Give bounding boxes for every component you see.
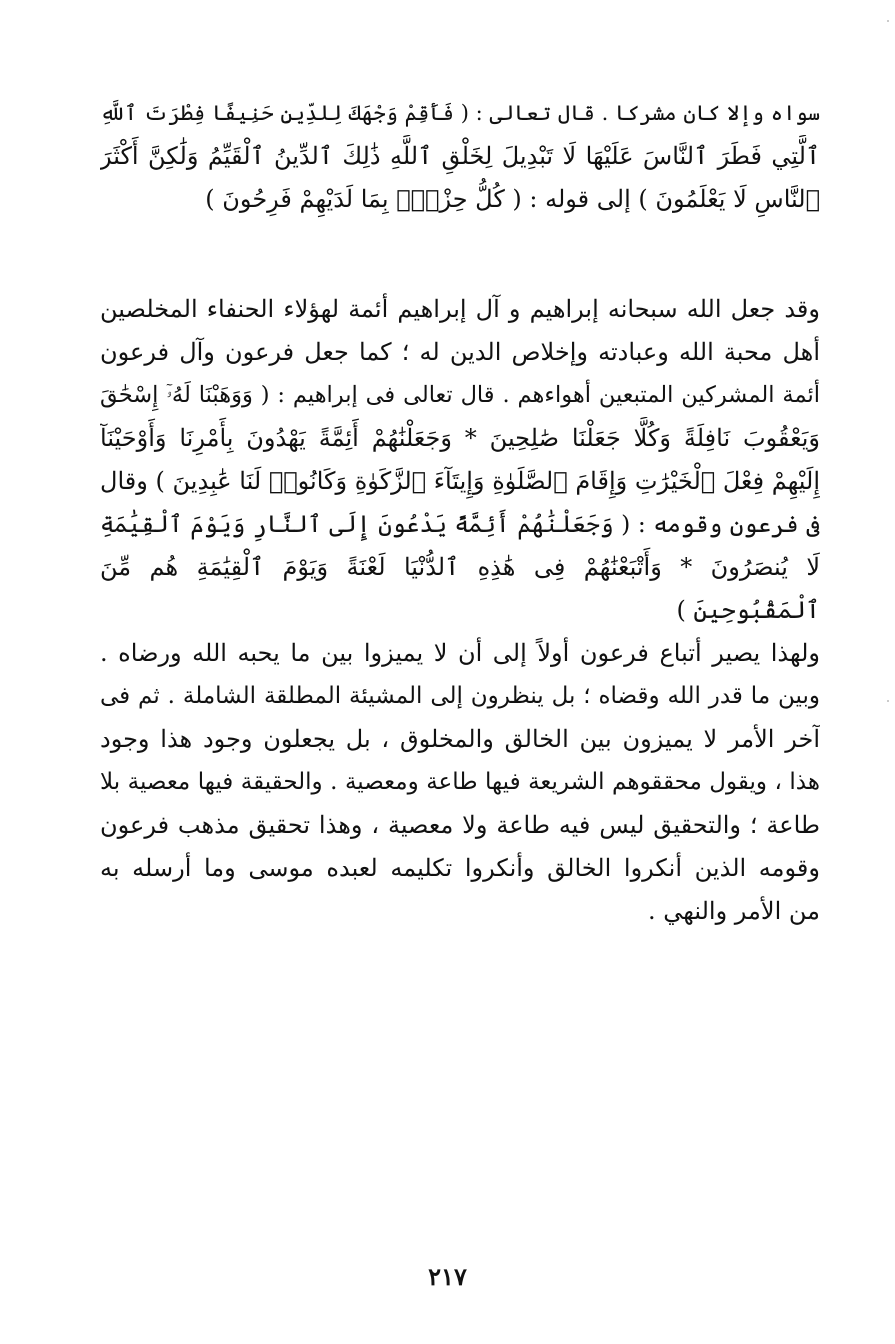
text-line: آخر الأمر لا يميزون بين الخالق والمخلوق ، بل يجعلون وجود هذا وجود xyxy=(100,725,820,753)
text-line: سواه وإلا كان مشركا . قال تعالى : ( فَأَقِمْ وَجْهَكَ لِلدِّينِ حَنِيفًا فِطْرَتَ ٱللَّهِ xyxy=(100,101,820,125)
paragraph-gap xyxy=(100,221,820,288)
page-number: ٢١٧ xyxy=(428,1262,467,1291)
text-line: طاعة ؛ والتحقيق ليس فيه طاعة ولا معصية ، وهذا تحقيق مذهب فرعون xyxy=(100,811,820,839)
text-line: وقد جعل الله سبحانه إبراهيم و آل إبراهيم أئمة لهؤلاء الحنفاء المخلصين xyxy=(100,295,820,323)
text-line: وبين ما قدر الله وقضاه ؛ بل ينظرون إلى المشيئة المطلقة الشاملة . ثم فى xyxy=(100,683,820,709)
text-line: أهل محبة الله وعبادته وإخلاص الدين له ؛ كما جعل فرعون وآل فرعون xyxy=(100,338,820,366)
page-body xyxy=(100,92,820,933)
text-line: لَا يُنصَرُونَ * وَأَتْبَعْنَٰهُمْ فِى هَٰذِهِ ٱلدُّنْيَا لَعْنَةً وَيَوْمَ ٱلْقِيَٰمَةِ هُم مِّنَ xyxy=(100,553,820,581)
text-line: ولهذا يصير أتباع فرعون أولاً إلى أن لا يميزوا بين ما يحبه الله ورضاه . xyxy=(100,639,820,667)
text-line: من الأمر والنهي . xyxy=(648,897,820,925)
text-line: وَيَعْقُوبَ نَافِلَةً وَكُلًّا جَعَلْنَا صَٰلِحِينَ * وَجَعَلْنَٰهُمْ أَئِمَّةً يَهْدُونَ بِأَمْرِنَا وَأَوْحَيْنَآ xyxy=(100,424,820,452)
scan-speck xyxy=(887,20,889,22)
text-line: ٱلنَّاسِ لَا يَعْلَمُونَ ) إلى قوله : ( كُلُّ حِزْبٍۭ بِمَا لَدَيْهِمْ فَرِحُونَ ) xyxy=(205,185,820,213)
text-line: إِلَيْهِمْ فِعْلَ ٱلْخَيْرَٰتِ وَإِقَامَ ٱلصَّلَوٰةِ وَإِيتَآءَ ٱلزَّكَوٰةِ وَكَانُوا۟ لَنَا عَٰبِدِينَ ) وقال xyxy=(100,467,820,495)
text-line: هذا ، ويقول محققوهم الشريعة فيها طاعة ومعصية . والحقيقة فيها معصية بلا xyxy=(100,769,820,795)
text-line: ٱلَّتِي فَطَرَ ٱلنَّاسَ عَلَيْهَا لَا تَبْدِيلَ لِخَلْقِ ٱللَّهِ ذَٰلِكَ ٱلدِّينُ ٱلْقَيِّمُ وَلَٰكِنَّ أَكْثَرَ xyxy=(100,142,820,170)
paragraph-pharaoh-followers xyxy=(100,632,820,933)
text-line: ٱلْمَقْبُوحِينَ ) xyxy=(676,596,820,624)
text-line: أئمة المشركين المتبعين أهواءهم . قال تعالى فى إبراهيم : ( وَوَهَبْنَا لَهُۥٓ إِسْحَٰقَ xyxy=(100,382,820,408)
text-line: وقومه الذين أنكروا الخالق وأنكروا تكليمه لعبده موسى وما أرسله به xyxy=(100,854,820,882)
paragraph-imams xyxy=(100,288,820,632)
text-line: فى فرعون وقومه : ( وَجَعَلْنَٰهُمْ أَئِمَّةً يَدْعُونَ إِلَى ٱلنَّارِ وَيَوْمَ ٱلْقِيَٰمَةِ xyxy=(100,510,820,538)
scan-speck xyxy=(887,700,889,702)
paragraph-fitrah xyxy=(100,92,820,221)
